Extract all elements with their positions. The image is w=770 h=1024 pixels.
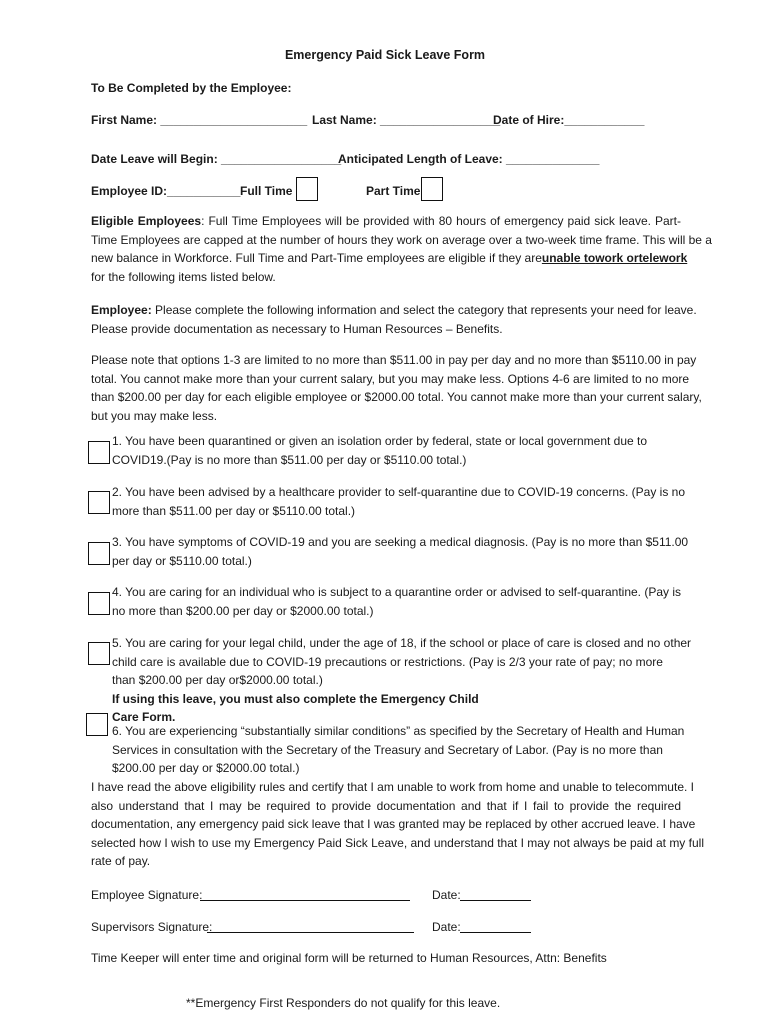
date-leave-begin-field[interactable]: Date Leave will Begin: __________________ <box>91 152 342 166</box>
full-time-label: Full Time <box>240 184 293 198</box>
option-3-line-1: 3. You have symptoms of COVID-19 and you are seeking a medical diagnosis. (Pay is no more than $511.00 <box>112 535 689 549</box>
option-6-line-2: Services in consultation with the Secretary of the Treasury and Secretary of Labor. (Pay is no more than <box>112 742 663 757</box>
employee-label: Employee: <box>91 303 152 317</box>
option-1-text <box>112 432 682 469</box>
option-5-line-3b: If using this leave, you must also complete the Emergency Child <box>112 691 479 706</box>
eligible-line-3: new balance in Workforce. Full Time and Part-Time employees are eligible if they are <box>91 251 542 265</box>
option-4-checkbox[interactable] <box>88 592 110 615</box>
eligible-line-1: : Full Time Employees will be provided with 80 hours of emergency paid sick leave. Part- <box>201 214 682 228</box>
anticipated-length-field[interactable]: Anticipated Length of Leave: ______________ <box>338 152 600 166</box>
date-of-hire-field[interactable]: Date of Hire:____________ <box>493 113 645 127</box>
certify-line-3: documentation, any emergency paid sick leave that I was granted may be replaced by other accrued leave. I have <box>91 817 696 831</box>
supervisor-date-label: Date: <box>432 920 461 934</box>
certify-line-2: also understand that I may be required to provide documentation and that if I fail to provide the required <box>91 798 681 813</box>
eligible-line-2: Time Employees are capped at the number of hours they work on average over a two-week time frame. This will be a <box>91 232 712 247</box>
option-1-checkbox[interactable] <box>88 441 110 464</box>
supervisor-date-line[interactable] <box>460 932 531 933</box>
option-6-line-1: 6. You are experiencing “substantially similar conditions” as specified by the Secretary of Health and Human <box>112 724 685 738</box>
option-6-line-3: $200.00 per day or $2000.00 total.) <box>112 761 300 775</box>
employee-date-line[interactable] <box>460 900 531 901</box>
option-1-line-1: 1. You have been quarantined or given an isolation order by federal, state or local government due to <box>112 434 648 448</box>
employee-signature-line[interactable] <box>200 900 410 901</box>
unable-to-text: unable to <box>541 251 596 265</box>
option-4-line-1: 4. You are caring for an individual who is subject to a quarantine order or advised to self-quarantine. (Pay is <box>112 585 682 599</box>
option-3-checkbox[interactable] <box>88 542 110 565</box>
option-2-line-2: more than $511.00 per day or $5110.00 total.) <box>112 503 356 518</box>
footnote: **Emergency First Responders do not qualify for this leave. <box>186 996 501 1010</box>
certify-line-5: rate of pay. <box>91 854 151 868</box>
employee-instr-line-1: Please complete the following information and select the category that represents your need for leave. <box>151 303 697 317</box>
option-6-checkbox[interactable] <box>86 713 108 736</box>
part-time-label: Part Time <box>366 184 421 198</box>
certify-line-4: selected how I wish to use my Emergency Paid Sick Leave, and understand that I may not always be paid at my full <box>91 835 704 850</box>
section-heading: To Be Completed by the Employee: <box>91 81 292 95</box>
option-1-line-2: COVID19.(Pay is no more than $511.00 per day or $5110.00 total.) <box>112 452 467 467</box>
eligible-line-4: for the following items listed below. <box>91 269 276 284</box>
option-4-line-2: no more than $200.00 per day or $2000.00 total.) <box>112 603 374 618</box>
employee-signature-label: Employee Signature: <box>91 888 203 902</box>
note-line-3: than $200.00 per day for each eligible employee or $2000.00 total. You cannot make more than your current salary, <box>91 390 702 404</box>
option-5-line-2: child care is available due to COVID-19 precautions or restrictions. (Pay is 2/3 your rate of pay; no more <box>112 654 663 669</box>
option-5-line-1: 5. You are caring for your legal child, under the age of 18, if the school or place of care is closed and no other <box>112 636 692 650</box>
form-title: Emergency Paid Sick Leave Form <box>284 48 486 62</box>
option-2-checkbox[interactable] <box>88 491 110 514</box>
first-name-field[interactable]: First Name: ______________________ <box>91 113 308 127</box>
option-5-line-3a: than $200.00 per day or$2000.00 total.) <box>112 673 323 687</box>
option-2-line-1: 2. You have been advised by a healthcare provider to self-quarantine due to COVID-19 concerns. (Pay is no <box>112 485 686 499</box>
option-5-text <box>112 634 692 727</box>
option-3-line-2: per day or $5110.00 total.) <box>112 553 252 568</box>
option-2-text <box>112 483 686 520</box>
option-5-line-4: Care Form. <box>112 710 176 724</box>
note-line-4: but you may make less. <box>91 408 218 423</box>
note-line-2: total. You cannot make more than your current salary, but you may make less. Options 4-6 are limited to no more <box>91 371 690 386</box>
option-5-checkbox[interactable] <box>88 642 110 665</box>
option-6-text <box>112 722 685 778</box>
option-3-text <box>112 533 689 570</box>
last-name-field[interactable]: Last Name: __________________ <box>312 113 501 127</box>
certification-paragraph <box>91 778 704 871</box>
certify-line-1: I have read the above eligibility rules and certify that I am unable to work from home and unable to telecommute. I <box>91 780 694 794</box>
timekeeper-note: Time Keeper will enter time and original form will be returned to Human Resources, Attn: Benefits <box>91 951 607 965</box>
eligible-label: Eligible Employees <box>91 214 202 228</box>
supervisor-signature-label: Supervisors Signature: <box>91 920 213 934</box>
part-time-checkbox[interactable] <box>421 177 443 201</box>
option-5-line-3 <box>112 671 682 708</box>
employee-id-field[interactable]: Employee ID:___________ <box>91 184 241 198</box>
note-line-1: Please note that options 1-3 are limited to no more than $511.00 in pay per day and no more than $5110.00 in pay <box>91 353 697 367</box>
employee-date-label: Date: <box>432 888 461 902</box>
work-or-text: work or <box>595 251 639 265</box>
pay-limits-note <box>91 351 702 425</box>
telework-text: telework <box>638 251 688 265</box>
option-4-text <box>112 583 682 620</box>
eligible-employees-paragraph <box>91 212 712 286</box>
employee-instructions <box>91 301 697 338</box>
employee-instr-line-2: Please provide documentation as necessary to Human Resources – Benefits. <box>91 321 503 336</box>
full-time-checkbox[interactable] <box>296 177 318 201</box>
supervisor-signature-line[interactable] <box>207 932 414 933</box>
